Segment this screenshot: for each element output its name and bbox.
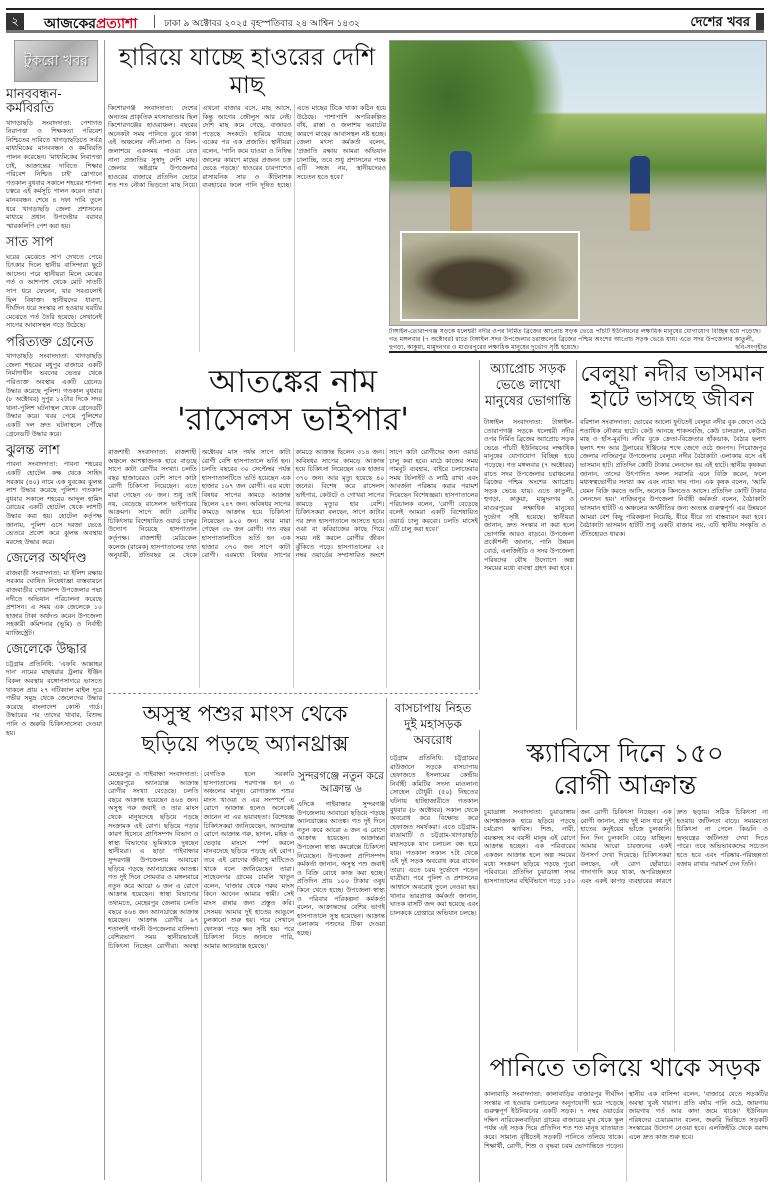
- viper-headline: আতঙ্কের নাম 'রাসেলস ভাইপার': [177, 362, 409, 438]
- person-figure: [630, 156, 650, 231]
- sidebar-headline: জেলের অর্থদণ্ড: [6, 551, 87, 567]
- column-rule: [386, 698, 387, 1182]
- sidebar-headline: ঝুলন্ত লাশ: [6, 443, 60, 459]
- sidebar-text: ঘরের মেঝেতে সাপ দেখতে পেয়ে চিৎকার দিলে স্থানীয় বাসিন্দারা ছুটে আসেন। পরে স্থানীয়রা মিলে মেঝের গর্ত ও আশপাশ থেকে মোট সাতটি সাপ ধরে ফেলেন, যার সবগুলোই ছিল বিষাক্ত। স্থানীয়দের ধারণা, দীর্ঘদিন ধরে সংস্কার না হওয়ায় ঘরটির মেঝেতে গর্ত তৈরি হয়েছে। সেখানেই সাপের আবাসস্থল গড়ে উঠেছে।: [6, 252, 102, 330]
- sidebar-text: রাজবাড়ী সংবাদদাতা: মা ইলিশ রক্ষায় সরকার ঘোষিত নিষেধাজ্ঞা বাস্তবায়নে রাজবাড়ীর গোয়ালন্দ উপজেলার পদ্মা নদীতে অভিযান পরিচালনা করেছে প্রশাসন। এ সময় এক জেলেকে ১০ হাজার টাকা অর্থদণ্ড করেন উপজেলা সহকারী কমিশনার (ভূমি) ও নির্বাহী ম্যাজিস্ট্রেট।: [6, 568, 102, 637]
- page-number: ২: [6, 13, 24, 30]
- inset-photo: [400, 231, 580, 321]
- beluya-body: বরিশাল সংবাদদাতা: ভোরের আলো ফুটতেই বেলুয়া নদীর বুক জেগে ওঠে শতাধিক নৌকার হাটে। কেউ আনছে শাকসবজি, কেউ চালডাল, কেউবা মাছ ও হাঁস-মুরগি। নদীর বুকে ক্রেতা-বিক্রেতার হাঁকডাক, বৈঠার ছলাৎ ছলাৎ শব্দ আর ট্রলারের ইঞ্জিনের শব্দে জেগে ওঠে জনপদ। পিরোজপুর জেলার নাজিরপুর উপজেলার বেলুয়া নদীর বৈঠাকাটা এলাকায় বসে এই ভাসমান হাট। প্রতিদিন কোটি টাকার লেনদেন হয় এই হাটে। স্থানীয় কৃষকরা জানান, তাদের উৎপাদিত ফসল সরাসরি এনে বিক্রি করেন, ফলে মধ্যস্বত্বভোগীর সংখ্যা কম এবং ন্যায্য দাম পান। এক কৃষক বলেন, 'আমি যেমন বিক্রি করতে আসি, অনেকে কিনতেও আসে। প্রতিদিন কোটি টাকার লেনদেন হয়।' নাজিরপুর উপজেলা নির্বাহী কর্মকর্তা বলেন, বৈঠাকাটা ভাসমান হাটটি এ অঞ্চলের অর্থনীতির জন্য অত্যন্ত গুরুত্বপূর্ণ। এর উন্নয়নে আমরা বেশ কিছু পরিকল্পনা নিয়েছি, ধীরে ধীরে তা বাস্তবায়ন করা হবে। বৈঠাকাটা ভাসমান হাটটি শুধু একটি বাজার নয়, এটি স্থানীয় সংস্কৃতি ও ঐতিহ্যেরও ধারক।: [580, 418, 766, 538]
- tukro-khobor-badge: টুকরো খবর: [14, 40, 98, 82]
- date-line: ঢাকা ৯ অক্টোবর ২০২৫ বৃহস্পতিবার ২৪ আশ্বিন ১৪৩২: [164, 19, 360, 29]
- header-bar: [6, 8, 764, 33]
- photo-credit: ছবি-সংগৃহীত: [735, 344, 767, 351]
- sidebar-headline: মানববন্ধন-কর্মবিরতি: [6, 87, 62, 117]
- sidebar-text: খাগড়াছড়ি সংবাদদাতা: খাগড়াছড়ি জেলা শহরের মধুপুর বাজারে একটি নির্মাণাধীন ভবনের ভেতর থেকে পরিত্যক্ত অবস্থায় একটি গ্রেনেড উদ্ধার করেছে পুলিশ। গতকাল বুধবার (৮ অক্টোবর) দুপুর ১২টার দিকে সদর থানা-পুলিশ ঘটনাস্থল থেকে গ্রেনেডটি উদ্ধার করে। খবর পেয়ে পুলিশের একটি দল দ্রুত ঘটনাস্থলে পৌঁছে গ্রেনেডটি উদ্ধার করে।: [6, 352, 102, 438]
- section-title: দেশের খবর: [690, 15, 750, 30]
- beluya-headline: বেলুয়া নদীর ভাসমান হাটে ভাসছে জীবন: [580, 362, 764, 412]
- photo-caption: টাঙ্গাইল-তোরাপগঞ্জ সড়কে ধলেশ্বরী নদীর ওপর নির্মিত ব্রিজের আপ্রোচ সড়ক ভেঙে পাঁচটি ইউনিয়নের লক্ষাধিক মানুষের যোগাযোগ বিচ্ছিন্ন হয়ে পড়েছে। গত মঙ্গলবার (৭ অক্টোবর) রাতে টাঙ্গাইল সদর উপজেলার চরাঞ্চলের ব্রিজের পশ্চিম অংশের আপ্রোচ সড়ক ভেঙে যায়। এতে সদর উপজেলার কাতুলী, হুগড়া, কাকুয়া, মামুদনগর ও মাগুরপুরের লক্ষাধিক মানুষের দুর্ভোগ সৃষ্টি হয়েছে। ছবি-সংগৃহীত: [389, 328, 767, 351]
- bus-body: চট্টগ্রাম প্রতিনিধি: চট্টগ্রামের রাউজানে সড়কে বাসচাপায় হেফাজতে ইসলামের কেন্দ্রীয় নির্বাহী কমিটির সদস্য মাওলানা সোহেল চৌধুরী (৫০) নিহতের ঘটনায় হাটহাজারীতে গতকাল বুধবার (৮ অক্টোবর) সকাল থেকে অবরোধ করে বিক্ষোভ করে হেফাজত সমর্থকরা। এতে চট্টগ্রাম-রাঙামাটি ও চট্টগ্রাম-খাগড়াছড়ি মহাসড়কে যান চলাচল বন্ধ হয়ে যায়। গতকাল সকাল ৭টা থেকে এই দুই সড়ক অবরোধ করে রাখেন তারা। এতে চরম দুর্ভোগে পড়েন যাত্রীরা। পরে পুলিশ ও প্রশাসনের আশ্বাসে অবরোধ তুলে নেওয়া হয়। থানার ভারপ্রাপ্ত কর্মকর্তা জানান, ঘাতক বাসটি জব্দ করা হয়েছে এবং চালককে গ্রেপ্তারে অভিযান চলছে।: [390, 754, 478, 917]
- approach-body: টাঙ্গাইল সংবাদদাতা: টাঙ্গাইল-তোরাপগঞ্জ সড়কে ধলেশ্বরী নদীর ওপর নির্মিত ব্রিজের অ্যাপ্রোচ সড়ক ভেঙে পাঁচটি ইউনিয়নের লক্ষাধিক মানুষের যোগাযোগ বিচ্ছিন্ন হয়ে পড়েছে। গত মঙ্গলবার (৭ অক্টোবর) রাতে সদর উপজেলার চরাঞ্চলের ব্রিজের পশ্চিম অংশের অ্যাপ্রোচ সড়ক ভেঙে যায়। এতে কাতুলী, হুগড়া, কাকুয়া, মামুদনগর ও মাগুরপুরের লক্ষাধিক মানুষের দুর্ভোগ সৃষ্টি হয়েছে। স্থানীয়রা জানান, দ্রুত সংস্কার না করা হলে ভোগান্তি আরও বাড়বে। উপজেলা প্রকৌশলী জানান, পানি উন্নয়ন বোর্ড, এলজিইডি ও সদর উপজেলা পরিষদের যৌথ উদ্যোগে অল্প সময়ের মধ্যে ব্যবস্থা গ্রহণ করা হবে।: [484, 418, 574, 573]
- anthrax-headline: অসুস্থ পশুর মাংস থেকে ছড়িয়ে পড়ছে অ্যানথ্রাক্স: [141, 702, 349, 757]
- sidebar-text: পাবনা সংবাদদাতা: পাবনা শহরের একটি হোটেল কক্ষ থেকে সাহিদ সরকার (৪০) নামে এক যুবকের ঝুলন্ত লাশ উদ্ধার করেছে পুলিশ। গতকাল বুধবার সকালে শহরের আব্দুল হামিদ রোডের একটি হোটেল থেকে লাশটি উদ্ধার করা হয়। হোটেল কর্তৃপক্ষ জানায়, পুলিশ এসে দরজা ভেঙে ভেতরে প্রবেশ করে ঝুলন্ত অবস্থায় মরদেহ উদ্ধার করে।: [6, 460, 102, 546]
- column-rule: [576, 360, 577, 730]
- viper-body: রাজশাহী সংবাদদাতা: রাজশাহী অঞ্চলে আশঙ্কাজনক হারে বাড়ছে সাপে কাটা রোগীর সংখ্যা। চলতি বছর হাজারেরও বেশি সাপে কাটা রোগী চিকিৎসা নিয়েছেন। এতে মারা গেছেন ৩৮ জন। শুধু তাই নয়, বেড়েছে রাসেলস ভাইপারের আক্রমণ। সাপে কাটা রোগীর চিকিৎসায় বিশেষায়িত ওয়ার্ড চালুর উদ্যোগ নিয়েছে হাসপাতাল কর্তৃপক্ষ। রাজশাহী মেডিকেল কলেজ (রামেক) হাসপাতালের তথ্য অনুযায়ী, প্রতিবছর মে থেকে অক্টোবর মাস পর্যন্ত সাপে কাটা রোগী বেশি হাসপাতালে ভর্তি হন। চলতি বছরের ৩০ সেপ্টেম্বর পর্যন্ত হাসপাতালটিতে ভর্তি হয়েছেন এক হাজার ১৬৭ জন রোগী। এর মধ্যে বিষধর সাপের কামড়ে আক্রান্ত ছিলেন ২৪৭ জন। অবিষধর সাপের কামড়ে আক্রান্ত হয়ে চিকিৎসা নিয়েছেন ৯২০ জন। আর মারা গেছেন ৩৮ জন রোগী। গত বছর হাসপাতালটিতে ভর্তি হন এক হাজার ৩৭০ জন সাপে কাটা রোগী। এরমধ্যে বিষধর সাপের কামড়ে আক্রান্ত ছিলেন ৩১৪ জন। অবিষধর সাপের কামড়ে আক্রান্ত হয়ে চিকিৎসা নিয়েছেন এক হাজার ৩৭০ জন। আর মৃত্যু হয়েছে ৪০ জনের। বিশেষ করে রাসেলস ভাইপার, কেউটে ও গোখরা সাপের কামড়ে মৃত্যুর হার বেশি। চিকিৎসকরা বলছেন, সাপে কাটার পর দ্রুত হাসপাতালে আসতে হবে। ওঝা বা কবিরাজের কাছে গিয়ে সময় নষ্ট করলে রোগীর জীবন ঝুঁকিতে পড়ে। হাসপাতালের ২৫ নম্বর ওয়ার্ডের সম্প্রসারিত অংশে সাপে কাটা রোগীদের জন্য ওয়ার্ড চালু করা হবে। মাঠে কাজের সময় গামবুট ব্যবহার, বাইরে চলাফেরার সময় টর্চলাইট ও লাঠি রাখা এবং আবর্জনা পরিষ্কার করার পরামর্শ দিয়েছেন বিশেষজ্ঞরা। হাসপাতালের পরিচালক বলেন, 'রোগী বেড়েছে বলেই আমরা একটি বিশেষায়িত ওয়ার্ড চালু করবো। চলতি মাসেই এটি চালু করা হবে।': [108, 448, 478, 560]
- scabies-body: চুয়াডাঙ্গা সংবাদদাতা: চুয়াডাঙ্গায় আশঙ্কাজনক হারে ছড়িয়ে পড়ছে চর্মরোগ স্ক্যাবিস। শিশু, নারী, বয়স্কসহ সব বয়সী মানুষ এই রোগে আক্রান্ত হচ্ছেন। এক পরিবারের একজন আক্রান্ত হলে অল্প সময়ের মধ্যে সংক্রমণ ছড়িয়ে পড়ছে পুরো পরিবারে। প্রতিদিন চুয়াডাঙ্গা সদর হাসপাতালের বহির্বিভাগে গড়ে ১৫০ জন রোগী চিকিৎসা নিচ্ছেন। এক রোগী জানান, প্রায় দুই মাস ধরে দুই হাতের কনুইয়ের ভাঁজে চুলকানি। দিন দিন চুলকানি বেড়ে যাচ্ছিল। আমার আরো চারজনের একই উপসর্গ দেখা দিয়েছে। চিকিৎসকরা বলছেন, এই রোগ ছোঁয়াচে। গাদাগাদি করে থাকা, অপরিচ্ছন্নতা এবং একই কাপড় ব্যবহারের কারণে দ্রুত ছড়ায়। সঠিক চিকিৎসা না হওয়ায় জটিলতা বাড়ে। সময়মতো চিকিৎসা না পেলে কিডনি ও হৃদ্‌যন্ত্রের জটিলতা দেখা দিতে পারে। তবে অভিভাবকদের সচেতন হতে হবে এবং পরিষ্কার-পরিচ্ছন্নতা বজায় রাখার পরামর্শ দেন তিনি।: [484, 808, 768, 885]
- sidebar-headline: জেলেকে উদ্ধার: [6, 642, 87, 658]
- bus-headline: বাসচাপায় নিহত দুই মহাসড়ক অবরোধ: [394, 701, 472, 747]
- column-rule: [104, 40, 105, 1180]
- road-body: কালাবাড়ি সংবাদদাতা: কালাবাড়ির বাজারপুর দীর্ঘদিন সংস্কার না হওয়ায় চলাচলের অনুপযোগী হয়ে পড়েছে গুরুত্বপূর্ণ ইউনিয়নের একটি সড়ক। ৭ নম্বর ওয়ার্ডের দক্ষিণ নারিকেলবাড়িয়া গ্রামের বাজারের মুখ থেকে স্কুল পর্যন্ত এই সড়ক দিয়ে প্রতিদিন শত শত মানুষ যাতায়াত করে। সামান্য বৃষ্টিতেই সড়কটি পানিতে তলিয়ে থাকে। শিক্ষার্থী, রোগী, শিশু ও বৃদ্ধরা চরম ভোগান্তিতে পড়েন। স্থানীয় এক বাসিন্দা বলেন, 'বাজারে যেতে সড়কটির অবস্থা খুবই খারাপ। প্রতি বর্ষায় পানি ওঠে, জায়গায় জায়গায় গর্ত আর কাদা জমে থাকে।' ইউনিয়ন পরিষদের চেয়ারম্যান বলেন, জরুরি ভিত্তিতে সড়কটি সংস্কারের উদ্যোগ নেওয়া হবে। এলজিইডি থেকে বরাদ্দ এলে দ্রুত কাজ শুরু হবে।: [484, 1090, 768, 1150]
- scabies-headline: স্ক্যাবিসে দিনে ১৫০ রোগী আক্রান্ত: [526, 739, 724, 801]
- lead-body: কিশোরগঞ্জ সংবাদদাতা: দেশের অন্যতম প্রাকৃতিক মৎস্যভাণ্ডার ছিল কিশোরগঞ্জের হাওরাঞ্চল। বছরের অনেকটা সময় পানিতে ডুবে থাকা এই অঞ্চলের নদী-নালা ও বিল-জলাশয়ে একসময় পাওয়া যেত নানা প্রজাতির সুস্বাদু দেশি মাছ। জেলার অষ্টগ্রাম উপজেলার হাওরের বাজারে প্রতিদিন ভোরে শত শত নৌকা ভিড়তো মাছ নিয়ে। এখনো বাজার বসে, মাছ আসে, কিন্তু আগের জৌলুস আর নেই। দেশি মাছ কমে গেছে, বাজারও পড়েছে সংকটে। হারিয়ে যাচ্ছে একের পর এক প্রজাতি। স্থানীয়রা বলেন, 'পানি কমে যাওয়া ও নিষিদ্ধ জালের কারণে মাছের প্রজনন চক্র ভেঙে পড়ছে।' হাওরের চারপাশেও রাসায়নিক সার ও কীটনাশক ব্যবহারের ফলে পানি দূষিত হচ্ছে। এতে মাছের টিকে থাকা কঠিন হয়ে উঠেছে। পাশাপাশি অপরিকল্পিত বাঁধ, রাস্তা ও জলাশয় ভরাটের কারণে মাছের আবাসস্থল নষ্ট হচ্ছে। জেলা মৎস্য কর্মকর্তা বলেন, 'প্রজাতি রক্ষায় আমরা অভিযান চালাচ্ছি, তবে শুধু প্রশাসনের পক্ষে এটি সহজ নয়, স্থানীয়দেরও সচেতন হতে হবে।': [108, 104, 386, 190]
- column-rule: [479, 360, 480, 690]
- sidebar-text: খাগড়াছড়ি সংবাদদাতা: পেশাগত নিরাপত্তা ও শিক্ষকতা পরিবেশ নিশ্চিতের দাবিতে খাগড়াছড়িতে সর্বত্র মাধ্যমিকের মানববন্ধন ও কর্মবিরতি পালন করেছেন। 'মাধ্যমিকের নিরাপত্তা চাই, আক্রান্তের দাবিতে শিক্ষার পরিবেশ নিশ্চিত চাই' স্লোগানে গতকাল বুধবার সকালে শহরের শাপলা চত্বরে এই কর্মসূচি পালন করেন তারা। মানববন্ধন শেষে ৪ দফা দাবি তুলে ধরে খাগড়াছড়ি জেলা প্রশাসনের মাধ্যমে প্রধান উপদেষ্টার বরাবর স্মারকলিপি পেশ করা হয়।: [6, 118, 102, 230]
- sidebar-headline: সাত সাপ: [6, 235, 54, 251]
- approach-headline: অ্যাপ্রোচ সড়ক ভেঙে লাখো মানুষের ভোগান্তি: [484, 362, 572, 409]
- person-figure: [450, 151, 472, 231]
- logo: আজকেরপ্রত্যাশা: [44, 16, 138, 32]
- sundarganj-body: এদিকে গাইবান্ধার সুন্দরগঞ্জ উপজেলায় আবারো ছড়িয়ে পড়ছে অ্যানথ্রাক্সের আতঙ্ক। গত দুই দিনে নতুন করে আরো ৬ জন এ রোগে আক্রান্ত হয়েছেন। আক্রান্তরা উপজেলা স্বাস্থ্য কমপ্লেক্সে চিকিৎসা নিয়েছেন। উপজেলা প্রাণিসম্পদ কর্মকর্তা জানান, অসুস্থ পশু জবাই ও বিক্রি রোধে কাজ করা হচ্ছে। প্রতিদিন প্রায় ১০০ টাকার ওষুধ কিনে খেতে হচ্ছে। উপজেলা স্বাস্থ্য ও পরিবার পরিকল্পনা কর্মকর্তা বলেন, আক্রান্তদের বেশির ভাগই হাসপাতালে সুস্থ হয়েছেন। আক্রান্ত এলাকায় পশুদের টিকা দেওয়া হচ্ছে।: [297, 800, 385, 937]
- column-rule: [479, 730, 480, 1182]
- divider: [154, 15, 155, 28]
- lead-headline: হারিয়ে যাচ্ছে হাওরের দেশি মাছ: [118, 43, 376, 99]
- news-photo: [389, 40, 767, 326]
- sundarganj-headline: সুন্দরগঞ্জে নতুন করে আক্রান্ত ৬: [298, 770, 384, 795]
- sidebar-headline: পরিত্যক্ত গ্রেনেড: [6, 334, 94, 350]
- trees: [390, 41, 590, 181]
- road-headline: পানিতে তলিয়ে থাকে সড়ক: [489, 1053, 761, 1082]
- sidebar: [6, 40, 102, 1180]
- sidebar-text: চট্টগ্রাম প্রতিনিধি: 'এফবি আল্লাহর দান' নামের মাছধরার ট্রলার ইঞ্জিন বিকল অবস্থায় বঙ্গোপসাগরে ভাসতে থাকলে প্রায় ২৭ নটিক্যাল মাইল দূরে গভীর সমুদ্র থেকে জেলেদের উদ্ধার করেছে বাংলাদেশ কোস্ট গার্ড। উদ্ধারের পর তাদের খাবার, বিশুদ্ধ পানি ও জরুরি চিকিৎসাসেবা দেওয়া হয়।: [6, 659, 102, 737]
- anthrax-body: মেহেরপুর ও গাইবান্ধা সংবাদদাতা: মেহেরপুরে অ্যানথ্রাক্স আক্রান্ত রোগীর সংখ্যা বেড়েছে। চলতি বছরে আক্রান্ত হয়েছেন ৪৬৪ জন। অসুস্থ গরু জবাই ও তার মাংস থেকে মানুষদেহে ছড়িয়ে পড়ছে সংক্রামক এই রোগ। ছড়িয়ে পড়ার কারণ হিসেবে প্রাণিসম্পদ বিভাগ ও স্বাস্থ্য বিভাগের ভূমিকাকে দুষছেন স্থানীয়রা। এ ছাড়া গাইবান্ধার সুন্দরগঞ্জ উপজেলায় আবারো ছড়িয়ে পড়ছে অ্যানথ্রাক্সের আতঙ্ক। গত দুই দিনে সোমবার ও মঙ্গলবারে নতুন করে আরো ৬ জন এ রোগে আক্রান্ত হয়েছেন। স্বাস্থ্য বিভাগের তথ্যমতে, মেহেরপুর জেলায় চলতি বছরে ৪৬৪ জন অ্যানথ্রাক্সে আক্রান্ত হয়েছেন। আক্রান্ত রোগীর ৯৭ শতাংশই গাংনী উপজেলার বাসিন্দা। বেশিরভাগ সময় স্থানীয়ভাবেই চিকিৎসা নিচ্ছেন রোগীরা। অবস্থা বেগতিক হলে সরকারি হাসপাতালের শরণাপন্ন হন এ অঞ্চলের মানুষ। রোগাক্রান্ত পশুর মাংস খাওয়া ও এর সংস্পর্শে এ রোগে আক্রান্ত হলেও অনেকেই জানেন না এর ভয়াবহতা। বিশেষজ্ঞ চিকিৎসকরা জানিয়েছেন, অ্যানথ্রাক্স রোগে আক্রান্ত গরু, ছাগল, মহিষ ও ভেড়ার মাংসে স্পর্শ করলে মানবদেহে ছড়িয়ে পড়ছে এই রোগ। তবে এই রোগের জীবাণু মাটিতেও থাকে বলে জানিয়েছেন তারা। সাহেবনগর গ্রামের চামলি খাতুন বলেন, 'বাজার থেকে গরুর মাংস কিনে আনেন আমার স্বামী। সেই মাংস রান্নার জন্য প্রস্তুত করি। সেসময় আমার দুই হাতের আঙুলে চুলকানো শুরু হয়। পরে সেখানে ফোসকা পড়ে ক্ষত সৃষ্টি হয়। পরে চিকিৎসা নিতে জানতে পারি, আমার অ্যানথ্রাক্স হয়েছে।': [108, 770, 294, 950]
- arrow-icon: [756, 13, 764, 30]
- divider: [108, 693, 478, 694]
